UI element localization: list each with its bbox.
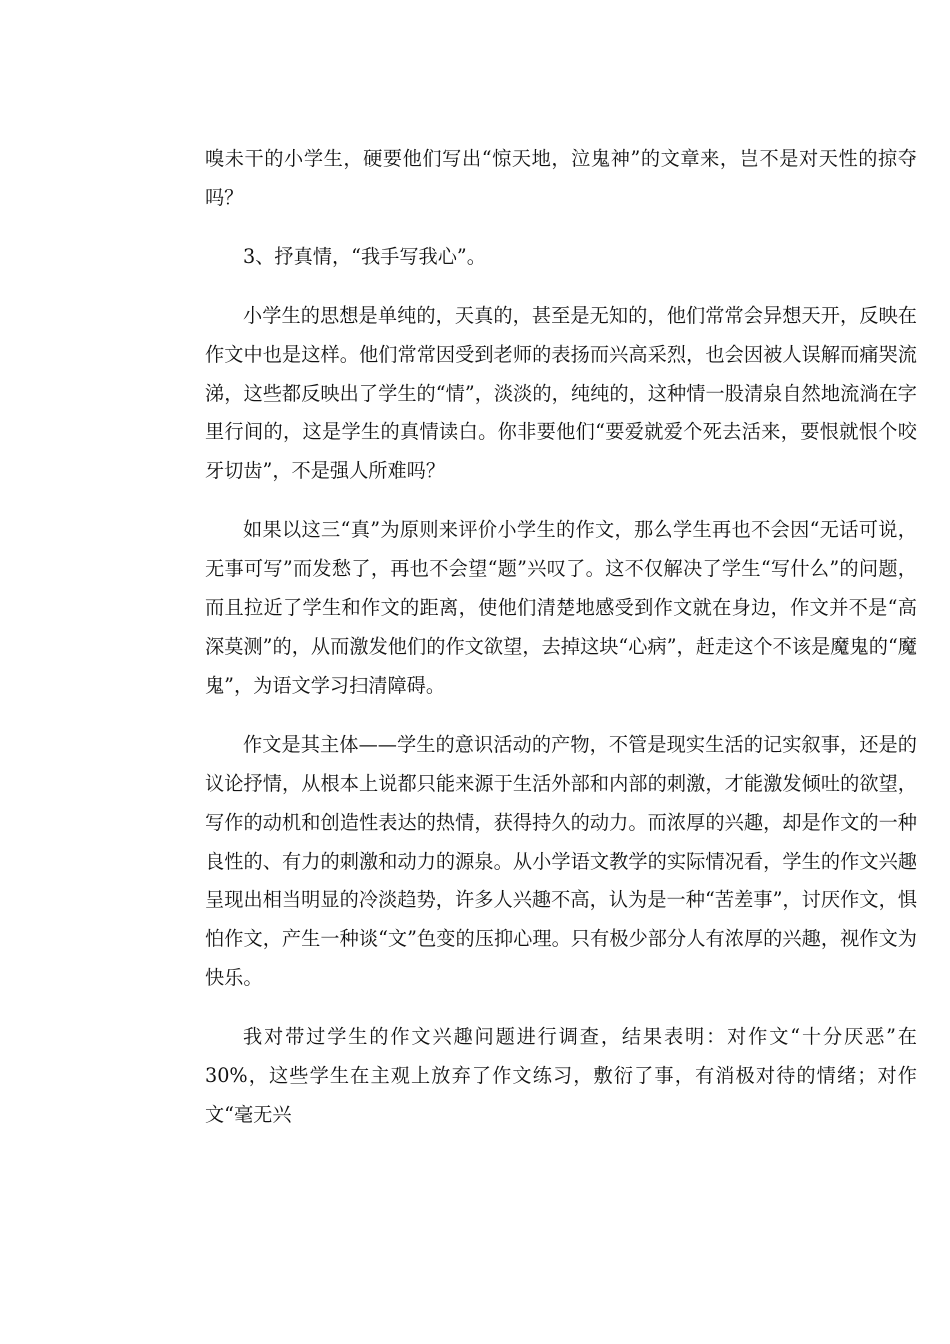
paragraph-true-feelings: 小学生的思想是单纯的，天真的，甚至是无知的，他们常常会异想天开，反映在作文中也是这样。他们常常因受到老师的表扬而兴高采烈，也会因被人误解而痛哭流涕，这些都反映出了学生的“情”，淡淡的，纯纯的，这种情一股清泉自然地流淌在字里行间的，这是学生的真情读白。你非要他们“要爱就爱个死去活来，要恨就恨个咬牙切齿”，不是强人所难吗？ — [205, 303, 917, 483]
paragraph-writing-interest: 作文是其主体——学生的意识活动的产物，不管是现实生活的记实叙事，还是的议论抒情，从根本上说都只能来源于生活外部和内部的刺激，才能激发倾吐的欲望，写作的动机和创造性表达的热情，获得持久的动力。而浓厚的兴趣，却是作文的一种良性的、有力的刺激和动力的源泉。从小学语文教学的实际情况看，学生的作文兴趣呈现出相当明显的冷淡趋势，许多人兴趣不高，认为是一种“苦差事”，讨厌作文，惧怕作文，产生一种谈“文”色变的压抑心理。只有极少部分人有浓厚的兴趣，视作文为快乐。 — [205, 732, 917, 990]
paragraph-survey: 我对带过学生的作文兴趣问题进行调查，结果表明：对作文“十分厌恶”在30%，这些学生在主观上放弃了作文练习，敷衍了事，有消极对待的情绪；对作文“毫无兴 — [205, 1025, 917, 1126]
paragraph-three-truths: 如果以这三“真”为原则来评价小学生的作文，那么学生再也不会因“无话可说，无事可写”而发愁了，再也不会望“题”兴叹了。这不仅解决了学生“写什么”的问题，而且拉近了学生和作文的距离，使他们清楚地感受到作文就在身边，作文并不是“高深莫测”的，从而激发他们的作文欲望，去掉这块“心病”，赶走这个不该是魔鬼的“魔鬼”，为语文学习扫清障碍。 — [205, 518, 917, 697]
document-page — [205, 140, 917, 1155]
section-heading: 3、抒真情，“我手写我心”。 — [243, 244, 486, 268]
paragraph-continuation: 嗅未干的小学生，硬要他们写出“惊天地，泣鬼神”的文章来，岂不是对天性的掠夺吗？ — [205, 147, 917, 209]
